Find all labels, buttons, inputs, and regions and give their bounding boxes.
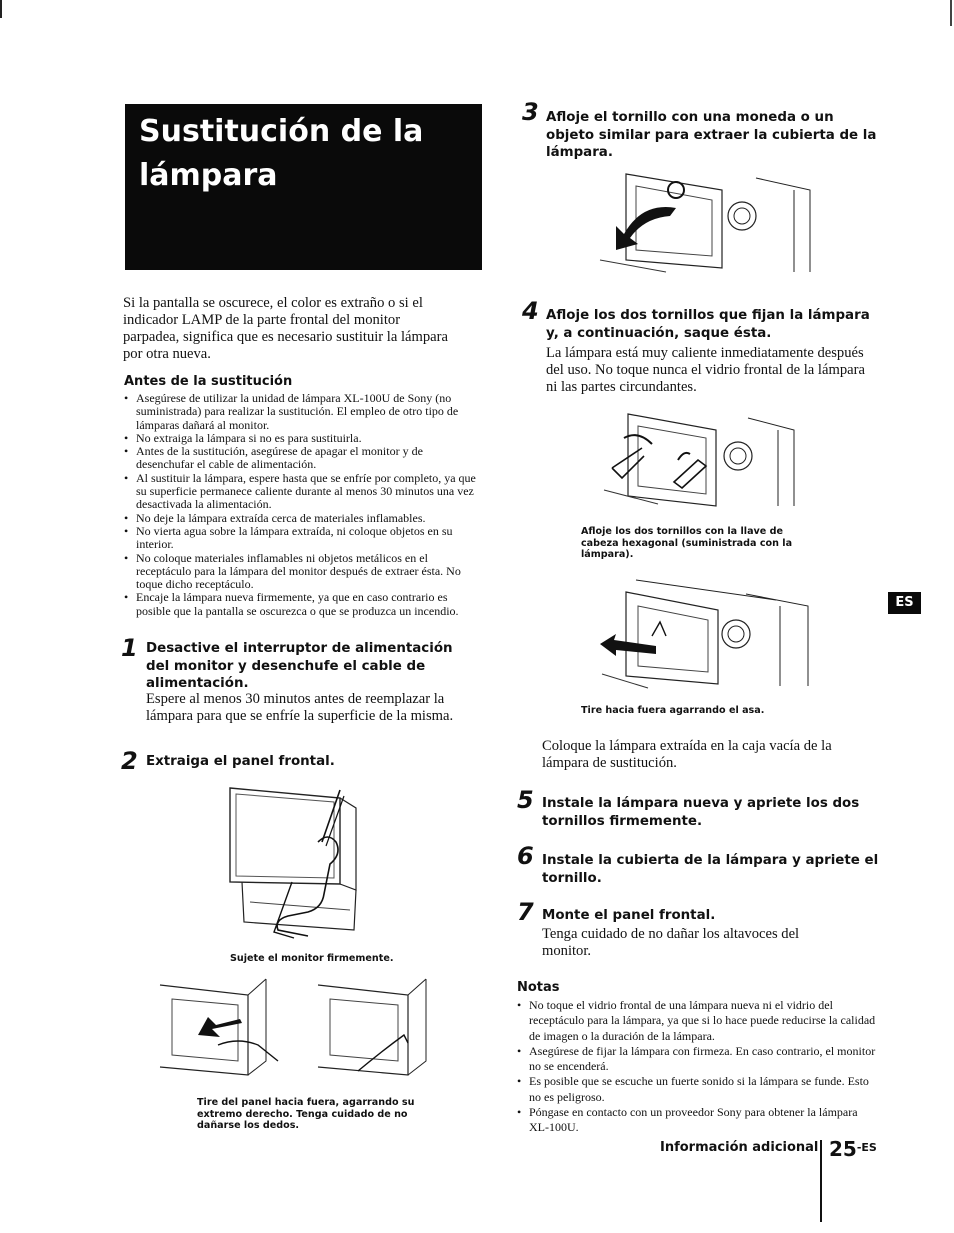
page-title bbox=[139, 110, 469, 198]
notas-list bbox=[517, 998, 877, 1136]
notas-item: • Es posible que se escuche un fuerte sonido si la lámpara se funde. Esto no es peligroso. bbox=[517, 1074, 877, 1105]
antes-item: • No vierta agua sobre la lámpara extraída, ni coloque objetos en su interior. bbox=[124, 525, 480, 552]
page-number-suffix: -ES bbox=[856, 1141, 877, 1154]
title-banner bbox=[125, 104, 482, 270]
lamp-screws-illustration bbox=[598, 408, 798, 516]
page-number-value: 25 bbox=[829, 1137, 857, 1161]
title-line-2: lámpara bbox=[139, 158, 278, 193]
coloque-paragraph: Coloque la lámpara extraída en la caja vacía de la lámpara de sustitución. bbox=[542, 738, 832, 771]
antes-heading: Antes de la sustitución bbox=[124, 374, 293, 389]
step-1-heading: Desactive el interruptor de alimentación del monitor y desenchufe el cable de alimentación. bbox=[146, 641, 453, 691]
intro-paragraph: Si la pantalla se oscurece, el color es extraño o si el indicador LAMP de la parte frontal del monitor parpadea, significa que es necesario sustituir la lámpara por otra nueva. bbox=[123, 295, 448, 362]
step-6-heading: Instale la cubierta de la lámpara y apriete el tornillo. bbox=[542, 853, 879, 886]
scan-edge-mark bbox=[0, 0, 2, 18]
step-7-number: 7 bbox=[517, 898, 534, 926]
antes-item: • Encaje la lámpara nueva firmemente, ya que en caso contrario es posible que la pantalla se oscurezca o que se produzca un incendio. bbox=[124, 591, 480, 618]
step-5-number: 5 bbox=[517, 786, 534, 814]
antes-item: • Asegúrese de utilizar la unidad de lámpara XL-100U de Sony (no suministrada) para realizar la sustitución. El empleo de otro tipo de lámparas dañará al monitor. bbox=[124, 392, 480, 432]
antes-item: • Al sustituir la lámpara, espere hasta que se enfríe por completo, ya que su superficie permanece caliente durante al menos 30 minutos una vez desactivada la alimentación. bbox=[124, 472, 480, 512]
step-4-number: 4 bbox=[522, 297, 539, 325]
antes-item: • Antes de la sustitución, asegúrese de apagar el monitor y de desenchufar el cable de alimentación. bbox=[124, 445, 480, 472]
lamp-pull-illustration bbox=[596, 576, 812, 694]
step-4-body: La lámpara está muy caliente inmediatamente después del uso. No toque nunca el vidrio frontal de la lámpara ni las partes circundantes. bbox=[546, 345, 865, 395]
antes-item: • No coloque materiales inflamables ni objetos metálicos en el receptáculo para la lámpara del monitor después de extraer ésta. No toque dicho receptáculo. bbox=[124, 552, 480, 592]
step-6-number: 6 bbox=[517, 842, 534, 870]
antes-item: • No deje la lámpara extraída cerca de materiales inflamables. bbox=[124, 512, 480, 525]
language-tab-badge: ES bbox=[888, 592, 921, 614]
caption-tire-panel: Tire del panel hacia fuera, agarrando su extremo derecho. Tenga cuidado de no dañarse los dedos. bbox=[197, 1097, 415, 1131]
monitor-hold-illustration bbox=[222, 782, 372, 950]
title-line-1: Sustitución de la bbox=[139, 114, 424, 149]
cover-removal-illustration bbox=[596, 168, 814, 278]
step-4-heading: Afloje los dos tornillos que fijan la lámpara y, a continuación, saque ésta. bbox=[546, 308, 870, 341]
caption-sujete: Sujete el monitor firmemente. bbox=[230, 953, 394, 964]
notas-item: • Asegúrese de fijar la lámpara con firmeza. En caso contrario, el monitor no se encenderá. bbox=[517, 1044, 877, 1075]
page-number bbox=[829, 1136, 877, 1161]
panel-pull-illustration bbox=[158, 975, 448, 1087]
antes-item: • No extraiga la lámpara si no es para sustituirla. bbox=[124, 432, 480, 445]
footer-divider bbox=[820, 1140, 822, 1222]
step-1-body: Espere al menos 30 minutos antes de reemplazar la lámpara para que se enfríe la superficie de la misma. bbox=[146, 691, 454, 724]
step-3-number: 3 bbox=[522, 98, 539, 126]
footer-section: Información adicional bbox=[660, 1140, 819, 1155]
notas-item: • No toque el vidrio frontal de una lámpara nueva ni el vidrio del receptáculo para la lámpara, ya que si lo hace puede reducirse la calidad de imagen o la duración de la lámpara. bbox=[517, 998, 877, 1044]
scan-edge-mark bbox=[950, 0, 952, 26]
step-1-number: 1 bbox=[121, 634, 138, 662]
step-2-number: 2 bbox=[121, 747, 138, 775]
notas-heading: Notas bbox=[517, 980, 560, 995]
caption-tire-asa: Tire hacia fuera agarrando el asa. bbox=[581, 705, 765, 716]
step-3-heading: Afloje el tornillo con una moneda o un objeto similar para extraer la cubierta de la lámpara. bbox=[546, 110, 877, 160]
antes-list bbox=[124, 392, 480, 618]
step-5-heading: Instale la lámpara nueva y apriete los dos tornillos firmemente. bbox=[542, 796, 860, 829]
step-7-heading: Monte el panel frontal. bbox=[542, 908, 716, 923]
step-2-heading: Extraiga el panel frontal. bbox=[146, 754, 335, 769]
step-7-body: Tenga cuidado de no dañar los altavoces del monitor. bbox=[542, 926, 800, 959]
notas-item: • Póngase en contacto con un proveedor Sony para obtener la lámpara XL-100U. bbox=[517, 1105, 877, 1136]
caption-afloje-llave: Afloje los dos tornillos con la llave de cabeza hexagonal (suministrada con la lámpara). bbox=[581, 526, 793, 560]
